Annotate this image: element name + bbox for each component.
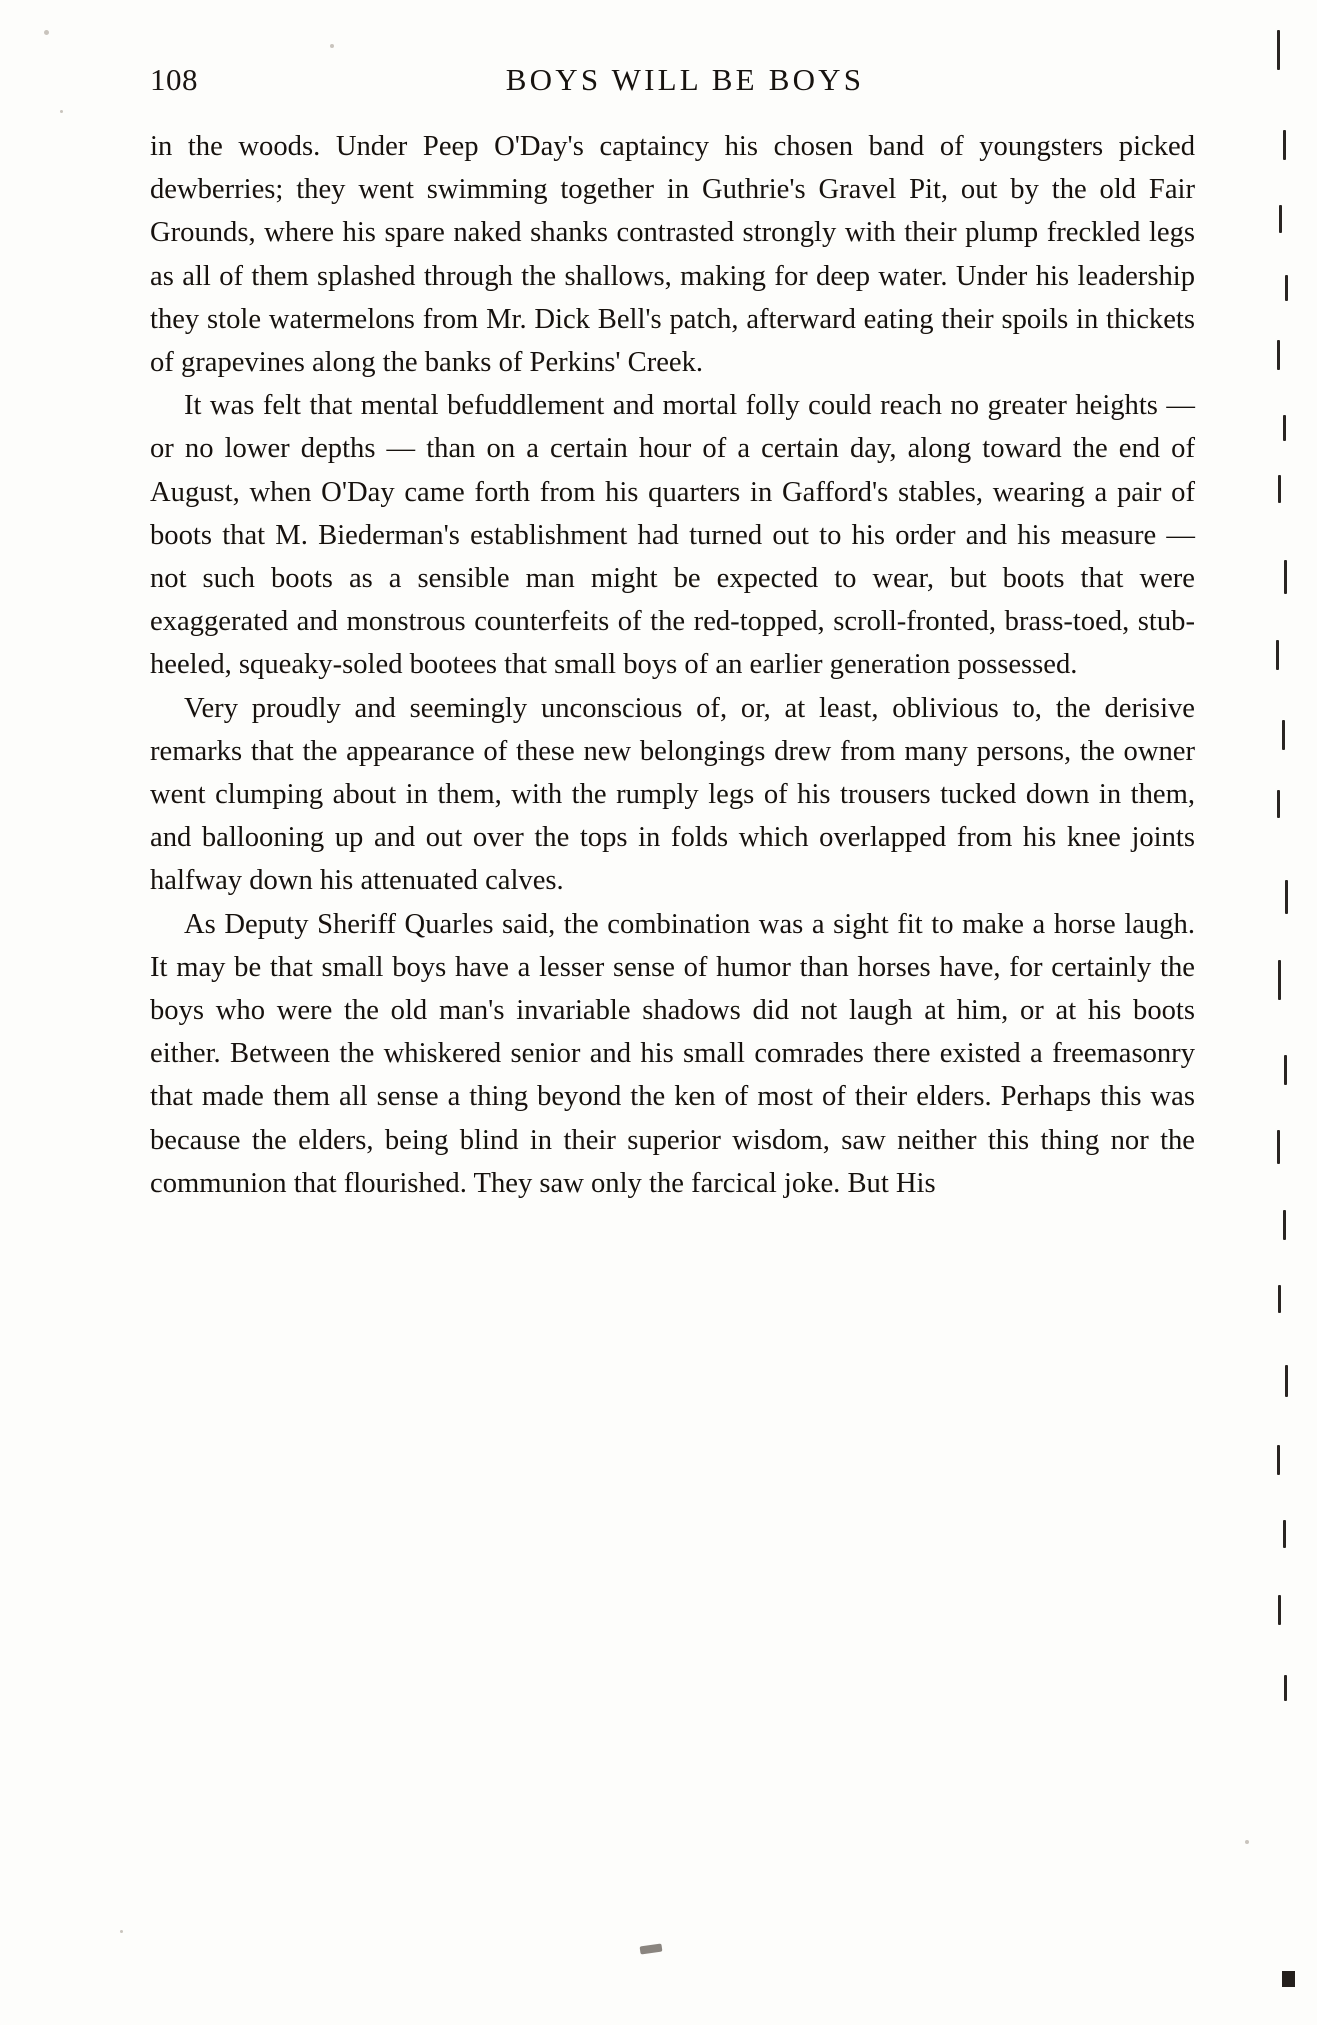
- scan-speck: [120, 1930, 123, 1933]
- paragraph: Very proudly and seemingly unconscious of, or, at least, oblivious to, the derisive remarks that the appearance of these new belongings drew from many persons, the owner went clumping about in them, with the rumply legs of his trousers tucked down in them, and ballooning up and out over the tops in folds which overlapped from his knee joints halfway down his attenuated calves.: [150, 692, 1195, 897]
- binding-edge-marks: [1273, 20, 1299, 1980]
- body-text: [150, 125, 1195, 1205]
- paragraph: As Deputy Sheriff Quarles said, the combination was a sight fit to make a horse laugh. It may be that small boys have a lesser sense of humor than horses have, for certainly the boys who were the old man's invariable shadows did not laugh at him, or at his boots either. Between the whiskered senior and his small comrades there existed a freemasonry that made them all sense a thing beyond the ken of most of their elders. Perhaps this was because the elders, being blind in their superior wisdom, saw neither this thing nor the communion that flourished. They saw only the farcical joke. But His: [150, 908, 1195, 1199]
- scan-speck: [60, 110, 63, 113]
- scan-speck: [44, 30, 49, 35]
- page-number: 108: [150, 62, 198, 97]
- paragraph: in the woods. Under Peep O'Day's captaincy his chosen band of youngsters picked dewberries; they went swimming together in Guthrie's Gravel Pit, out by the old Fair Grounds, where his spare naked shanks contrasted strongly with their plump freckled legs as all of them splashed through the shallows, making for deep water. Under his leadership they stole watermelons from Mr. Dick Bell's patch, afterward eating their spoils in thickets of grapevines along the banks of Perkins' Creek.: [150, 131, 1195, 379]
- page-header: [150, 62, 1190, 108]
- paragraph: It was felt that mental befuddlement and mortal folly could reach no greater heights — or no lower depths — than on a certain hour of a certain day, along toward the end of August, when O'Day came forth from his quarters in Gafford's stables, wearing a pair of boots that M. Biederman's establishment had turned out to his order and his measure — not such boots as a sensible man might be expected to wear, but boots that were exaggerated and monstrous counterfeits of the red-topped, scroll-fronted, brass-toed, stub-heeled, squeaky-soled bootees that small boys of an earlier generation possessed.: [150, 390, 1195, 681]
- running-title: BOYS WILL BE BOYS: [505, 62, 865, 97]
- corner-marker: [1282, 1971, 1295, 1987]
- scan-speck: [330, 44, 334, 48]
- scan-speck: [1245, 1840, 1249, 1844]
